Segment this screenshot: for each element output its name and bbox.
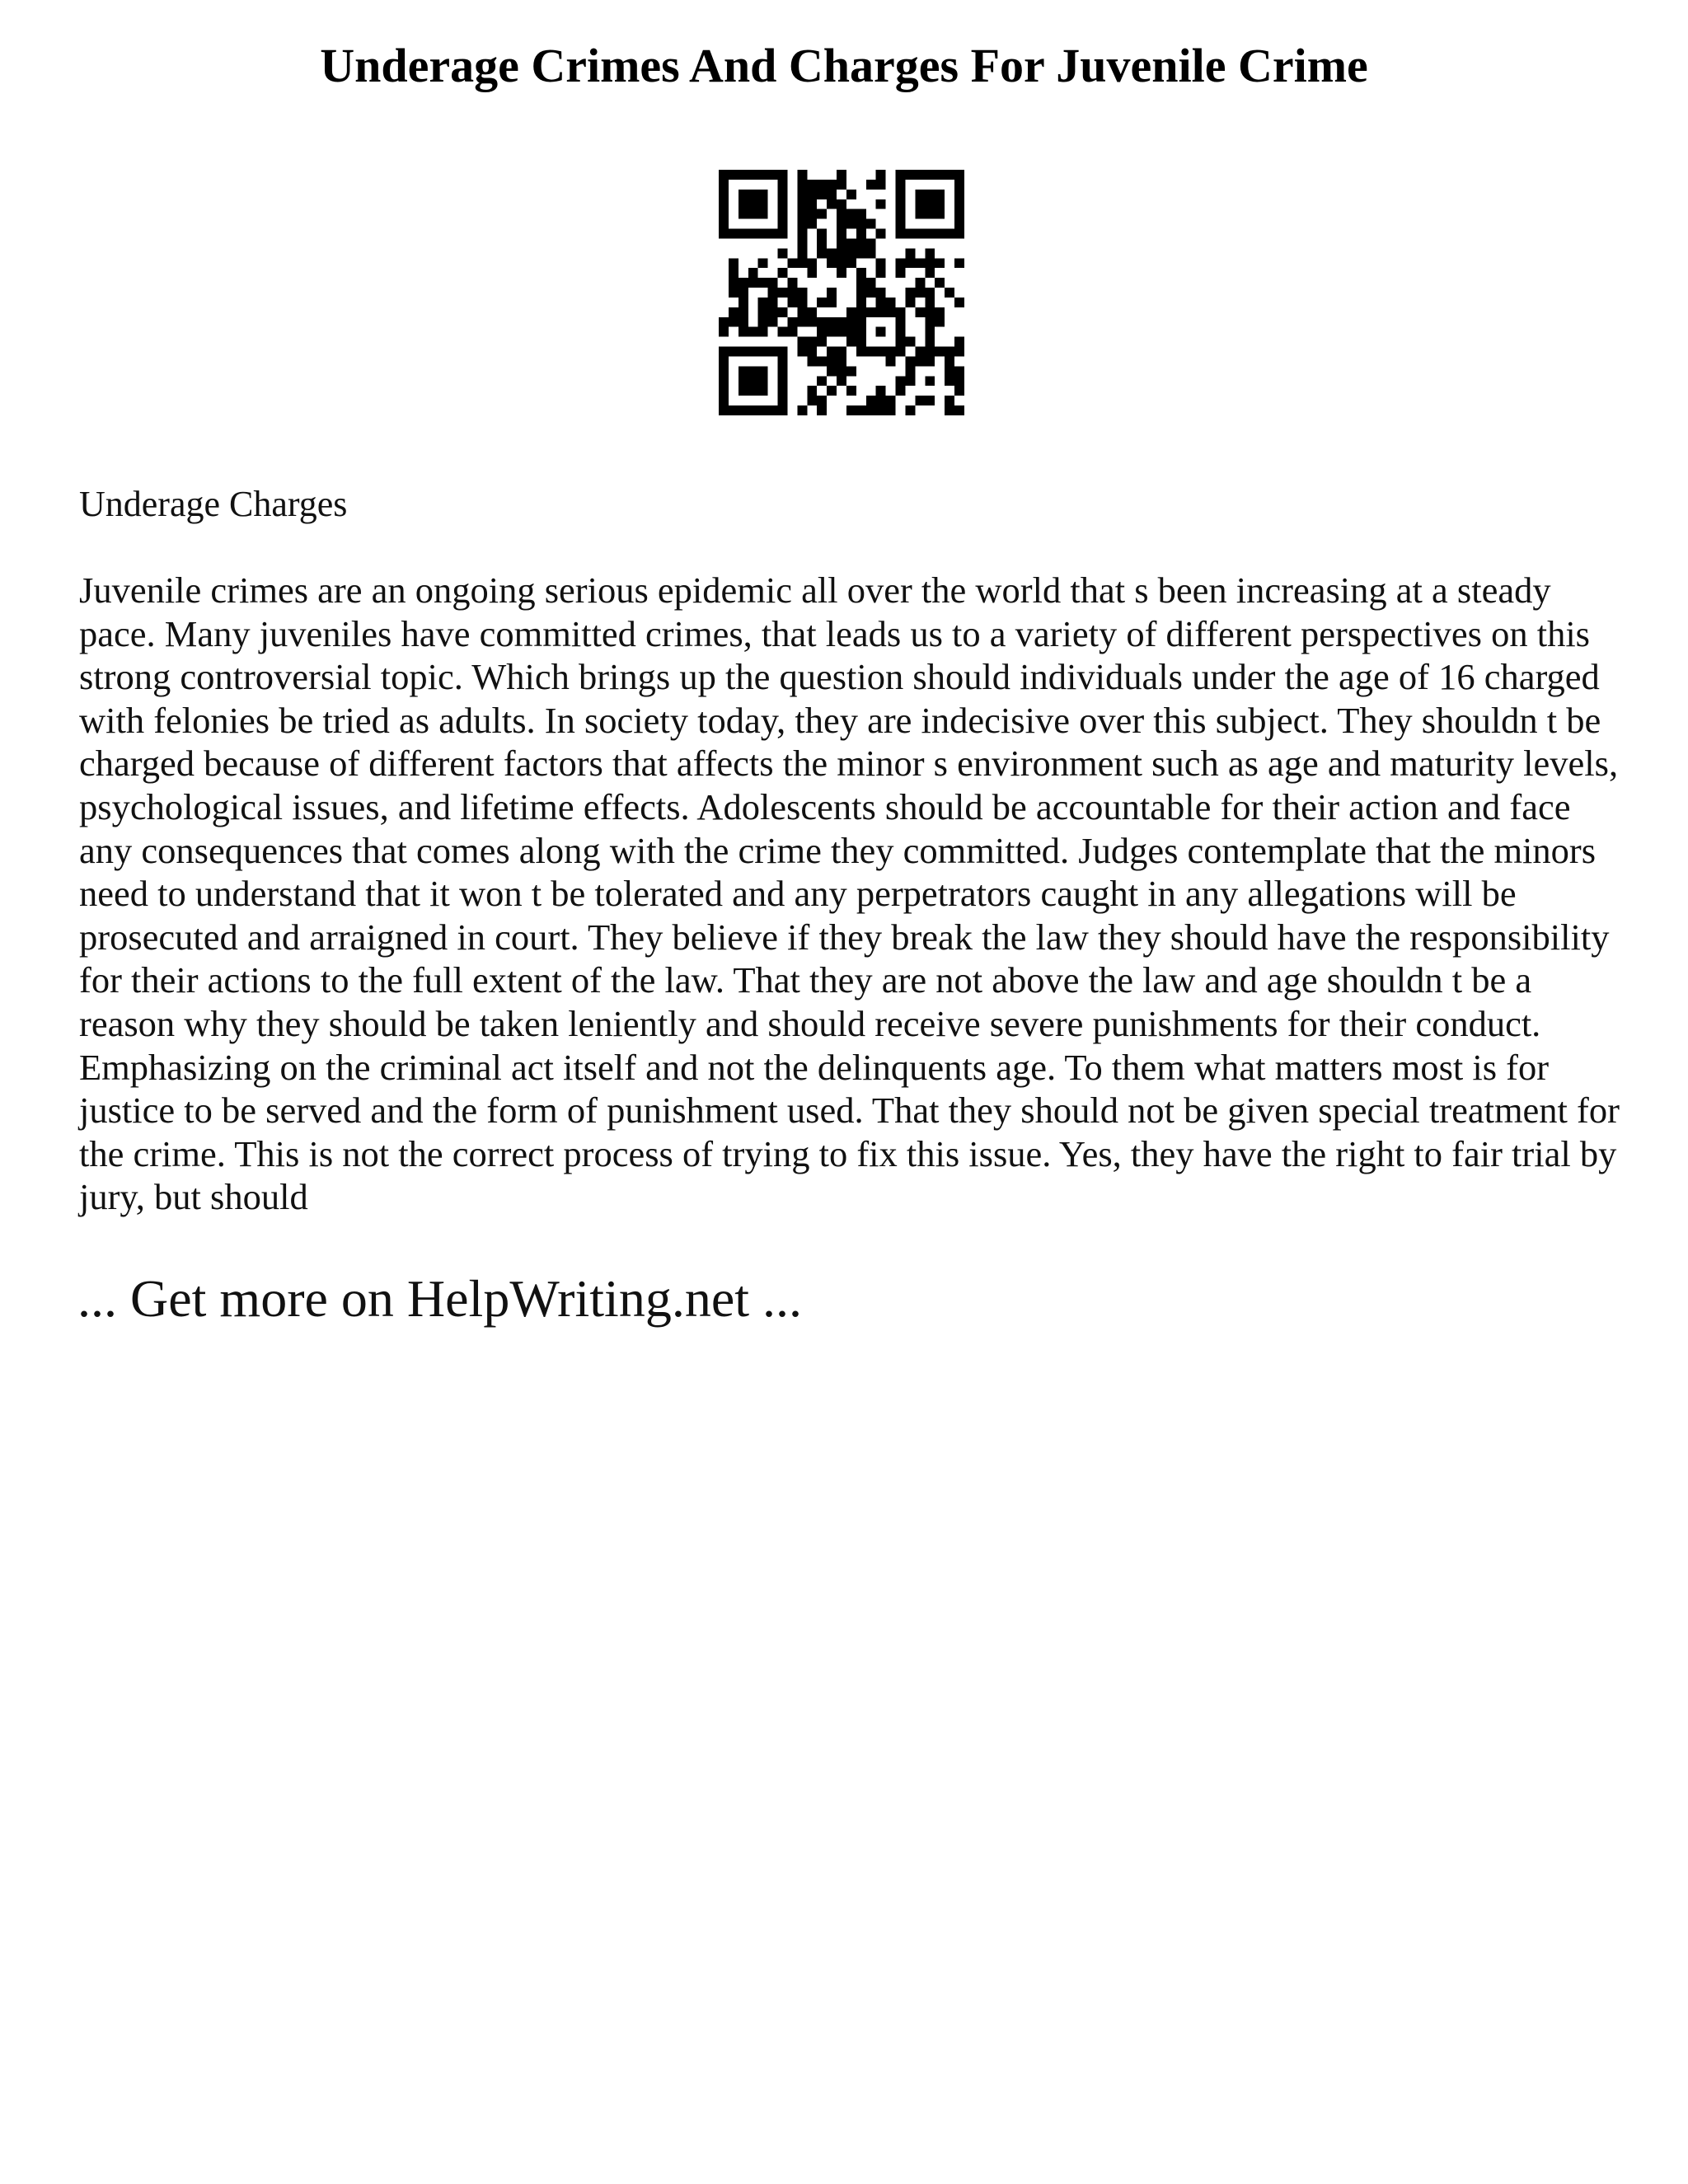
get-more-link[interactable]: ... Get more on HelpWriting.net ... [77, 1269, 802, 1328]
page-title: Underage Crimes And Charges For Juvenile Crime [320, 39, 1368, 92]
body-paragraph: Juvenile crimes are an ongoing serious epidemic all over the world that s been increasing at a steady pace. Many juveniles have committed crimes, that leads us to a variety of different perspectives on this strong controversial topic. Which brings up the question should individuals under the age of 16 charged with felonies be tried as adults. In society today, they are indecisive over this subject. They shouldn t be charged because of different factors that affects the minor s environment such as age and maturity levels, psychological issues, and lifetime effects. Adolescents should be accountable for their action and face any consequences that comes along with the crime they committed. Judges contemplate that the minors need to understand that it won t be tolerated and any perpetrators caught in any allegations will be prosecuted and arraigned in court. They believe if they break the law they should have the responsibility for their actions to the full extent of the law. That they are not above the law and age shouldn t be a reason why they should be taken leniently and should receive severe punishments for their conduct. Emphasizing on the criminal act itself and not the delinquents age. To them what matters most is for justice to be served and the form of punishment used. That they should not be given special treatment for the crime. This is not the correct process of trying to fix this issue. Yes, they have the right to fair trial by jury, but should [79, 569, 1620, 1218]
section-heading: Underage Charges [79, 484, 348, 524]
qr-code-icon [719, 170, 964, 415]
qr-code-graphic [719, 170, 964, 415]
